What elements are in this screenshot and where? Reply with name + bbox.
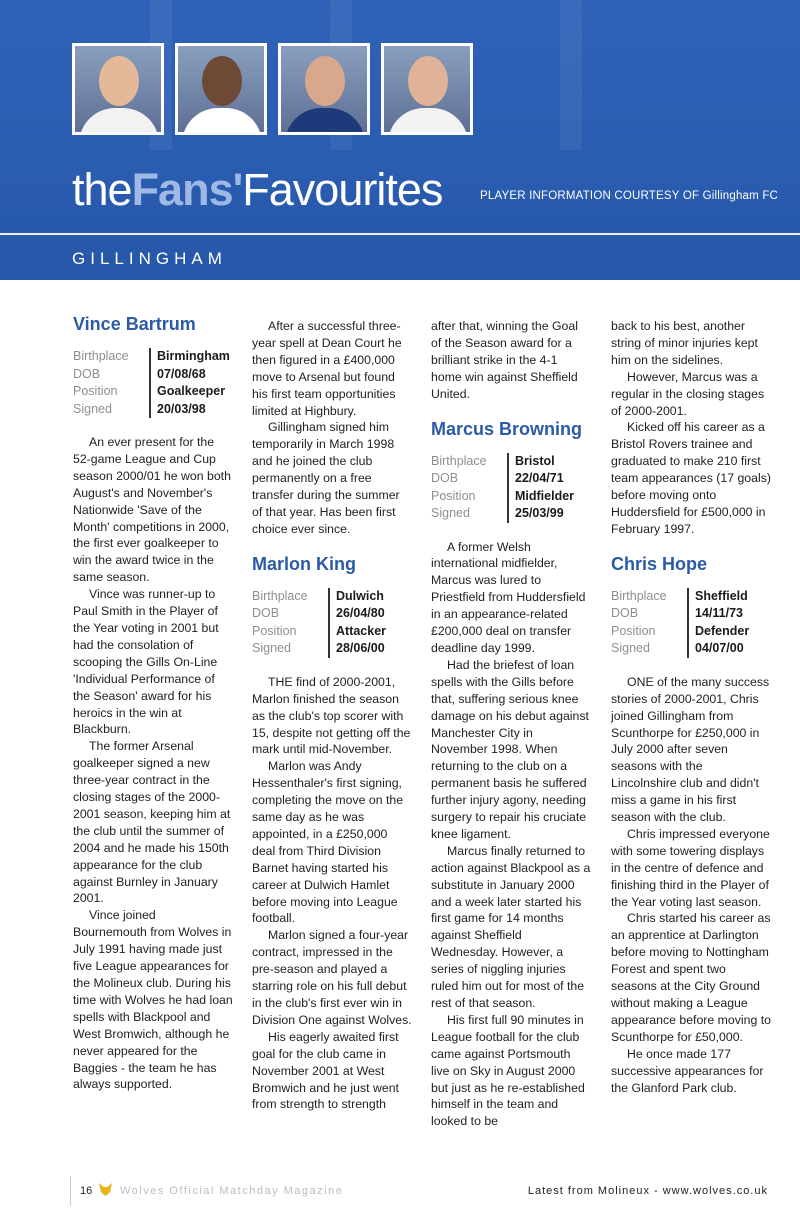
magazine-name: Wolves Official Matchday Magazine	[120, 1185, 344, 1197]
footer	[0, 1176, 800, 1206]
stat-label: Birthplace	[252, 588, 330, 606]
stat-label: DOB	[73, 366, 151, 384]
body-paragraph: THE find of 2000-2001, Marlon finished the season as the club's top scorer with 15, despite not getting off the mark until mid-November.	[252, 674, 411, 757]
header-stripe	[560, 0, 582, 150]
stat-value: Birmingham	[157, 349, 230, 363]
body-paragraph: After a successful three-year spell at Dean Court he then figured in a £400,000 move to Arsenal but found his first team opportunities limited at Highbury.	[252, 319, 402, 418]
header-rule	[0, 233, 800, 235]
stat-label: DOB	[252, 605, 330, 623]
page-title	[72, 160, 442, 220]
stat-value: 14/11/73	[695, 606, 743, 621]
stat-label: Birthplace	[73, 348, 151, 366]
player-photo-king	[175, 43, 267, 135]
stat-label: Signed	[611, 640, 689, 658]
column-4	[611, 318, 771, 1096]
player-name: Chris Hope	[611, 553, 708, 574]
body-paragraph: after that, winning the Goal of the Season award for a brilliant strike in the 4-1 home win against Sheffield United.	[431, 319, 578, 401]
stat-label: Position	[611, 623, 689, 641]
body-paragraph: However, Marcus was a regular in the closing stages of 2000-2001.	[611, 369, 765, 418]
stat-label: Birthplace	[431, 453, 509, 471]
body-paragraph: ONE of the many success stories of 2000-2001, Chris joined Gillingham from Scunthorpe for £250,000 in July 2000 after seven seasons with the Lincolnshire club and didn't miss a game in his first season with the club.	[611, 674, 770, 825]
player-photos	[72, 43, 473, 135]
stat-label: Birthplace	[611, 588, 689, 606]
player-stats	[252, 588, 412, 658]
stat-value: 26/04/80	[336, 606, 385, 621]
stat-value: 04/07/00	[695, 641, 744, 656]
player-stats	[611, 588, 771, 658]
stat-label: DOB	[611, 605, 689, 623]
stat-value: Defender	[695, 623, 750, 638]
player-photo-browning	[278, 43, 370, 135]
body-paragraph: Marcus finally returned to action against Blackpool as a substitute in January 2000 and a week later started his first game for 14 months against Sheffield Wednesday. However, a series of niggling injuries ruled him out for most of the rest of that season.	[431, 843, 591, 1010]
column-3	[431, 318, 591, 1130]
body-paragraph: His eagerly awaited first goal for the club came in November 2001 at West Bromwich and he just went from strength to strength	[252, 1029, 399, 1112]
player-stats	[73, 348, 233, 418]
body-paragraph: Marlon signed a four-year contract, impressed in the pre-season and played a starring role on his full debut in the club's first ever win in Division One against Wolves.	[252, 928, 412, 1027]
body-paragraph: Chris impressed everyone with some towering displays in the centre of defence and finishing third in the Player of the Year voting last season.	[611, 826, 770, 909]
header-band	[0, 0, 800, 280]
body-paragraph: Had the briefest of loan spells with the Gills before that, suffering serious knee damage on his debut against Manchester City in November 1998. When returning to the club on a permanent basis he suffered further injury agony, needing surgery to repair his cruciate knee ligament.	[431, 657, 589, 841]
body-paragraph: Chris started his career as an apprentice at Darlington before moving to Nottingham Forest and spent two seasons at the City Ground without making a League appearance before moving to Scunthorpe for £50,000.	[611, 911, 771, 1044]
stat-value: Midfielder	[515, 488, 575, 503]
footer-website: Latest from Molineux - www.wolves.co.uk	[527, 1185, 768, 1197]
body-paragraph: Kicked off his career as a Bristol Rovers trainee and graduated to make 210 first team appearances (17 goals) before moving onto Huddersfield for £500,000 in February 1997.	[611, 420, 771, 536]
body-paragraph: A former Welsh international midfielder, Marcus was lured to Priestfield from Huddersfield in an appearance-related £200,000 deal on transfer deadline day 1999.	[431, 539, 586, 655]
stat-label: DOB	[431, 470, 509, 488]
stat-value: 20/03/98	[157, 401, 206, 416]
body-paragraph: Gillingham signed him temporarily in March 1998 and he joined the club permanently on a free transfer during the summer of that year. Has been first choice ever since.	[252, 420, 400, 536]
title-favourites: Favourites	[242, 164, 443, 215]
stat-value: 25/03/99	[515, 506, 564, 521]
player-photo-bartrum	[72, 43, 164, 135]
page-number: 16	[80, 1185, 93, 1197]
body-paragraph: An ever present for the 52-game League and Cup season 2000/01 he won both August's and November's Nationwide 'Save of the Month' competitions in 2000, the first ever goalkeeper to win the award twice in the same season.	[73, 435, 231, 585]
stat-label: Position	[431, 488, 509, 506]
body-paragraph: Marlon was Andy Hessenthaler's first signing, completing the move on the same day as he was appointed, in a £250,000 deal from Third Division Barnet having started his career at Dulwich Hamlet before moving into League football.	[252, 759, 404, 926]
stat-value: 22/04/71	[515, 471, 564, 486]
player-name: Marlon King	[252, 553, 356, 574]
stat-value: 28/06/00	[336, 641, 385, 656]
stat-label: Signed	[431, 505, 509, 523]
body-paragraph: Vince joined Bournemouth from Wolves in July 1991 having made just five League appearances for the Molineux club. During his time with Wolves he had loan spells with Blackpool and West Bromwich, although he never appeared for the Baggies - the team he has always supported.	[73, 908, 233, 1092]
column-1	[73, 312, 233, 1093]
player-photo-hope	[381, 43, 473, 135]
player-name: Marcus Browning	[431, 418, 583, 439]
player-stats	[431, 453, 591, 523]
stat-label: Signed	[73, 401, 151, 419]
stat-value: Bristol	[515, 453, 555, 468]
column-2	[252, 318, 412, 1113]
body-paragraph: The former Arsenal goalkeeper signed a new three-year contract in the closing stages of the 2000-2001 season, keeping him at the club until the summer of 2004 and he made his 150th appearance for the club against Burnley in January 2001.	[73, 739, 231, 906]
body-paragraph: Vince was runner-up to Paul Smith in the Player of the Year voting in 2001 but had the consolation of scooping the Gills On-Line 'Individual Performance of the Season' award for his heroics in the win at Blackburn.	[73, 587, 219, 737]
body-paragraph: back to his best, another string of minor injuries kept him on the sidelines.	[611, 319, 758, 367]
courtesy-line: PLAYER INFORMATION COURTESY OF Gillingham FC	[480, 190, 779, 202]
stat-value: 07/08/68	[157, 366, 206, 381]
stat-value: Dulwich	[336, 588, 384, 603]
title-row	[72, 160, 779, 220]
stat-value: Attacker	[336, 623, 387, 638]
body-paragraph: His first full 90 minutes in League football for the club came against Portsmouth live on Sky in August 2000 but just as he re-established himself in the team and looked to be	[431, 1012, 585, 1129]
club-name: GILLINGHAM	[72, 249, 227, 268]
stat-value: Sheffield	[695, 588, 748, 603]
stat-label: Position	[252, 623, 330, 641]
title-fans: Fans'	[131, 164, 243, 215]
stat-label: Signed	[252, 640, 330, 658]
body-paragraph: He once made 177 successive appearances for the Glanford Park club.	[611, 1046, 764, 1095]
player-name: Vince Bartrum	[73, 314, 196, 334]
stat-value: Goalkeeper	[157, 384, 226, 398]
title-the: the	[72, 164, 132, 215]
wolf-logo-icon	[99, 1183, 112, 1196]
stat-label: Position	[73, 383, 151, 401]
